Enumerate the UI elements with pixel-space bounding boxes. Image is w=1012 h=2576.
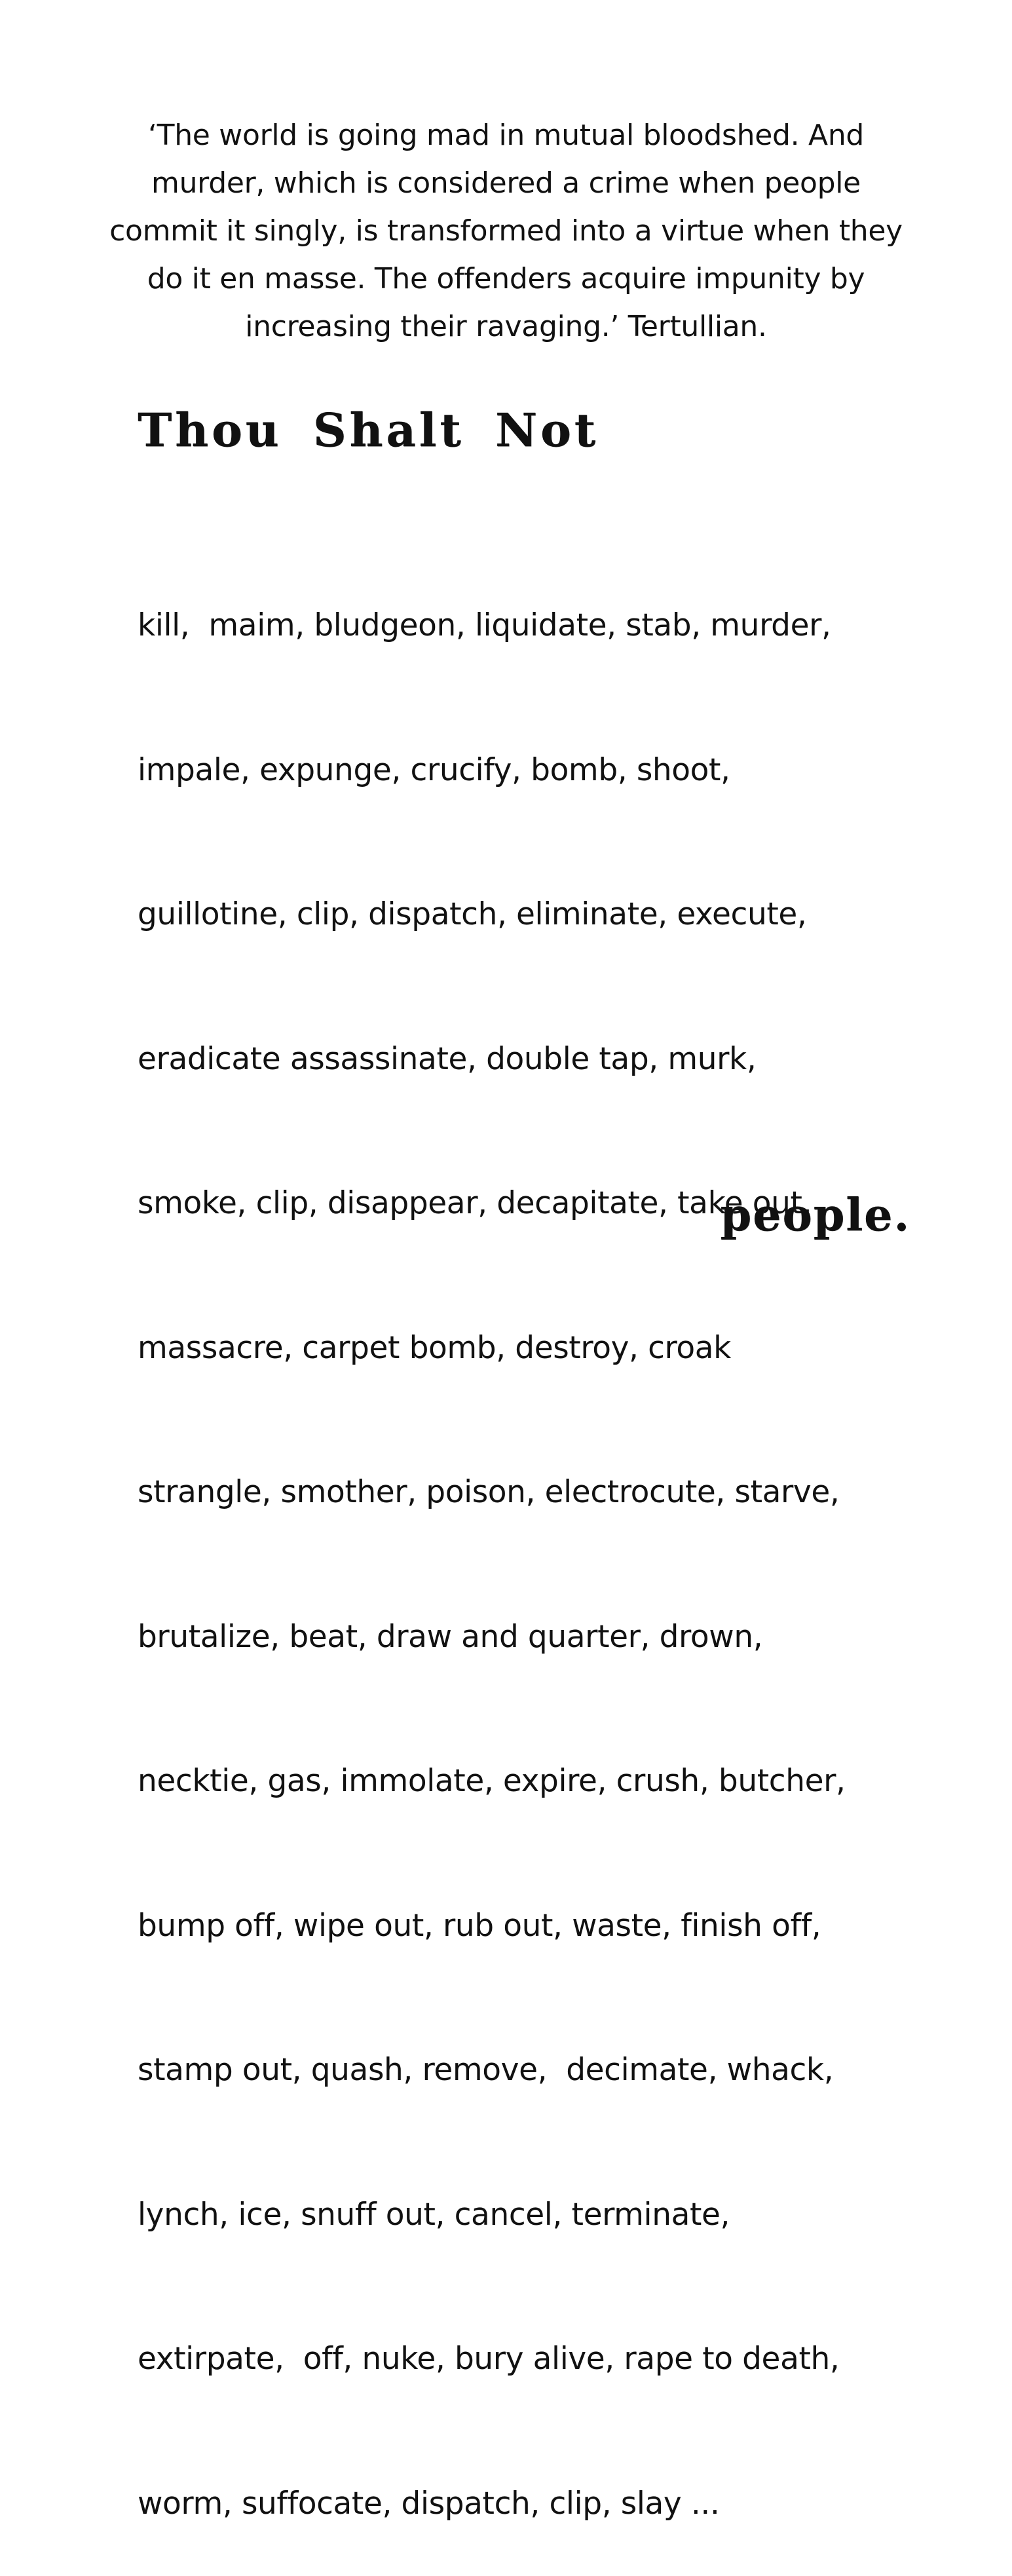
epigraph-line: do it en masse. The offenders acquire impunity by	[147, 262, 865, 295]
epigraph-line: murder, which is considered a crime when people	[151, 166, 861, 200]
poem-line: brutalize, beat, draw and quarter, drown,	[138, 1618, 763, 1655]
poem-line: stamp out, quash, remove, decimate, whack,	[138, 2052, 834, 2088]
poem-title: Thou Shalt Not	[138, 403, 599, 457]
epigraph-line: increasing their ravaging.’ Tertullian.	[245, 310, 767, 343]
poem-line: impale, expunge, crucify, bomb, shoot,	[138, 751, 730, 788]
poem-line: strangle, smother, poison, electrocute, starve,	[138, 1474, 840, 1510]
poem-line: eradicate assassinate, double tap, murk,	[138, 1040, 757, 1077]
poem-body	[138, 505, 846, 2576]
poem-line: guillotine, clip, dispatch, eliminate, execute,	[138, 896, 807, 932]
poem-line: lynch, ice, snuff out, cancel, terminate,	[138, 2196, 730, 2233]
poem-closing-word: people.	[720, 1189, 910, 1241]
epigraph-line: ‘The world is going mad in mutual bloodshed. And	[147, 119, 865, 152]
epigraph-line: commit it singly, is transformed into a virtue when they	[109, 214, 903, 248]
poem-line: massacre, carpet bomb, destroy, croak	[138, 1329, 731, 1366]
poem-line: smoke, clip, disappear, decapitate, take out,	[138, 1185, 812, 1221]
poem-line: extirpate, off, nuke, bury alive, rape to death,	[138, 2341, 840, 2377]
poem-line: worm, suffocate, dispatch, clip, slay ...	[138, 2485, 720, 2522]
poem-line: necktie, gas, immolate, expire, crush, butcher,	[138, 1763, 846, 1799]
epigraph-quote	[39, 111, 973, 350]
poem-line: kill, maim, bludgeon, liquidate, stab, murder,	[138, 607, 831, 643]
poem-line: bump off, wipe out, rub out, waste, finish off,	[138, 1907, 821, 1944]
